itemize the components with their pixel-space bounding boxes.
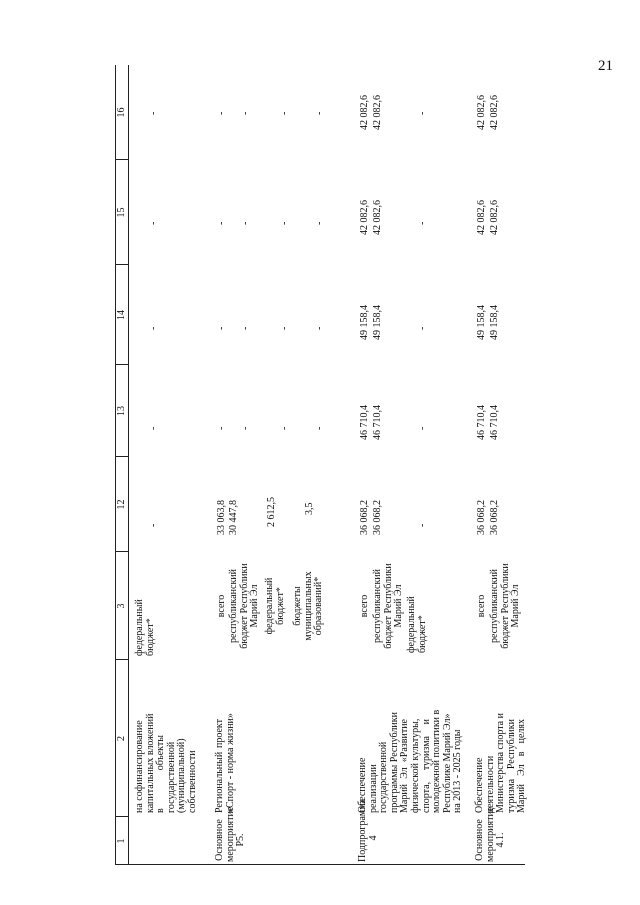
- row1-sub3-v16: -: [314, 111, 325, 115]
- row2-sub1-v14: 49 158,4: [372, 305, 383, 340]
- row1-sub0-v13: -: [216, 426, 227, 430]
- row2-sub2-v14: -: [417, 326, 428, 330]
- row1-sub2-source: федеральный бюджет*: [264, 577, 286, 635]
- row3-sub1-v14: 49 158,4: [489, 305, 500, 340]
- row3-sub0-v12: 36 068,2: [476, 500, 487, 535]
- row1-sub2-v14: -: [279, 326, 290, 330]
- row2-sub0-source: всего: [359, 594, 370, 618]
- row3-label: Основное мероприятие 4.1.: [474, 806, 507, 862]
- row1-sub1-v15: -: [240, 221, 251, 225]
- row0-v14: -: [148, 326, 159, 330]
- row2-sub1-v16: 42 082,6: [372, 95, 383, 130]
- row1-sub1-v13: -: [240, 426, 251, 430]
- row2-label: Подпрограмма 4: [357, 799, 379, 862]
- row1-label: Основное мероприятие P5.: [214, 806, 247, 862]
- row2-sub2-v13: -: [417, 426, 428, 430]
- row1-sub0-v15: -: [216, 221, 227, 225]
- row1-sub2-v13: -: [279, 426, 290, 430]
- row0-v12: -: [148, 523, 159, 527]
- row1-sub1-source: республиканский бюджет Республики Марий Эл: [228, 563, 261, 649]
- row2-sub1-source: республиканский бюджет Республики Марий Эл: [372, 563, 405, 649]
- row3-sub0-v13: 46 710,4: [476, 405, 487, 440]
- row3-sub1-v16: 42 082,6: [489, 95, 500, 130]
- row3-sub0-v14: 49 158,4: [476, 305, 487, 340]
- col-header: 12: [116, 499, 127, 510]
- row1-sub3-source: бюджеты муниципальных образований*: [292, 571, 325, 641]
- row3-sub1-v12: 36 068,2: [489, 500, 500, 535]
- col-header: 13: [116, 406, 127, 416]
- header-separator: [128, 65, 129, 865]
- row0-v16: -: [148, 111, 159, 115]
- row1-sub3-v15: -: [314, 221, 325, 225]
- row2-sub0-v16: 42 082,6: [359, 95, 370, 130]
- row1-sub2-v15: -: [279, 221, 290, 225]
- col-header: 1: [116, 838, 127, 844]
- row3-desc: Обеспечение деятельности Министерства спорта и туризма Республики Марий Эл в целях: [474, 713, 528, 813]
- row2-desc: Обеспечение реализации государственной программы Республики Марий Эл «Развитие физической культуры, спорта, туризма и молодежной политики в Республике Марий Эл» на 2013 - 2025 годы: [357, 709, 464, 813]
- row2-sub2-source: федеральный бюджет*: [406, 596, 428, 653]
- row1-desc: Региональный проект «Спорт - норма жизни»: [214, 713, 236, 813]
- row1-sub0-v16: -: [216, 111, 227, 115]
- row2-sub1-v15: 42 082,6: [372, 200, 383, 235]
- row1-sub0-v14: -: [216, 326, 227, 330]
- row2-sub0-v14: 49 158,4: [359, 305, 370, 340]
- row2-sub1-v13: 46 710,4: [372, 405, 383, 440]
- row1-sub0-source: всего: [216, 594, 227, 618]
- row2-sub1-v12: 36 068,2: [372, 500, 383, 535]
- row2-sub0-v12: 36 068,2: [359, 500, 370, 535]
- row2-sub2-v16: -: [417, 111, 428, 115]
- budget-table: [115, 65, 528, 865]
- row0-desc: на софинансирование капитальных вложений в объекты государственной (муниципальной) собственности: [134, 713, 198, 813]
- row1-sub1-v12: 30 447,8: [228, 500, 239, 535]
- row0-v15: -: [148, 221, 159, 225]
- row2-sub2-v15: -: [417, 221, 428, 225]
- row1-sub1-v14: -: [240, 326, 251, 330]
- row0-source: федеральный бюджет*: [134, 599, 156, 656]
- row3-sub1-v15: 42 082,6: [489, 200, 500, 235]
- row1-sub1-v16: -: [240, 111, 251, 115]
- row3-sub1-source: республиканский бюджет Республики Марий Эл: [489, 563, 522, 649]
- col-header: 16: [116, 107, 127, 118]
- row0-v13: -: [148, 426, 159, 430]
- col-divider: [115, 864, 525, 865]
- col-header: 2: [116, 736, 127, 741]
- col-header: 15: [116, 207, 127, 218]
- page-number: 21: [598, 58, 613, 74]
- row1-sub0-v12: 33 063,8: [216, 500, 227, 535]
- row2-sub0-v15: 42 082,6: [359, 200, 370, 235]
- row1-sub3-v12: 3,5: [304, 502, 315, 515]
- row1-sub3-v13: -: [314, 426, 325, 430]
- row2-sub2-v12: -: [417, 523, 428, 527]
- row3-sub0-v15: 42 082,6: [476, 200, 487, 235]
- row2-sub0-v13: 46 710,4: [359, 405, 370, 440]
- row1-sub3-v14: -: [314, 326, 325, 330]
- row1-sub2-v16: -: [279, 111, 290, 115]
- col-header: 14: [116, 310, 127, 320]
- row3-sub0-v16: 42 082,6: [476, 95, 487, 130]
- row3-sub1-v13: 46 710,4: [489, 405, 500, 440]
- row3-sub0-source: всего: [476, 594, 487, 618]
- row1-sub2-v12: 2 612,5: [266, 497, 277, 527]
- col-header: 3: [116, 603, 127, 609]
